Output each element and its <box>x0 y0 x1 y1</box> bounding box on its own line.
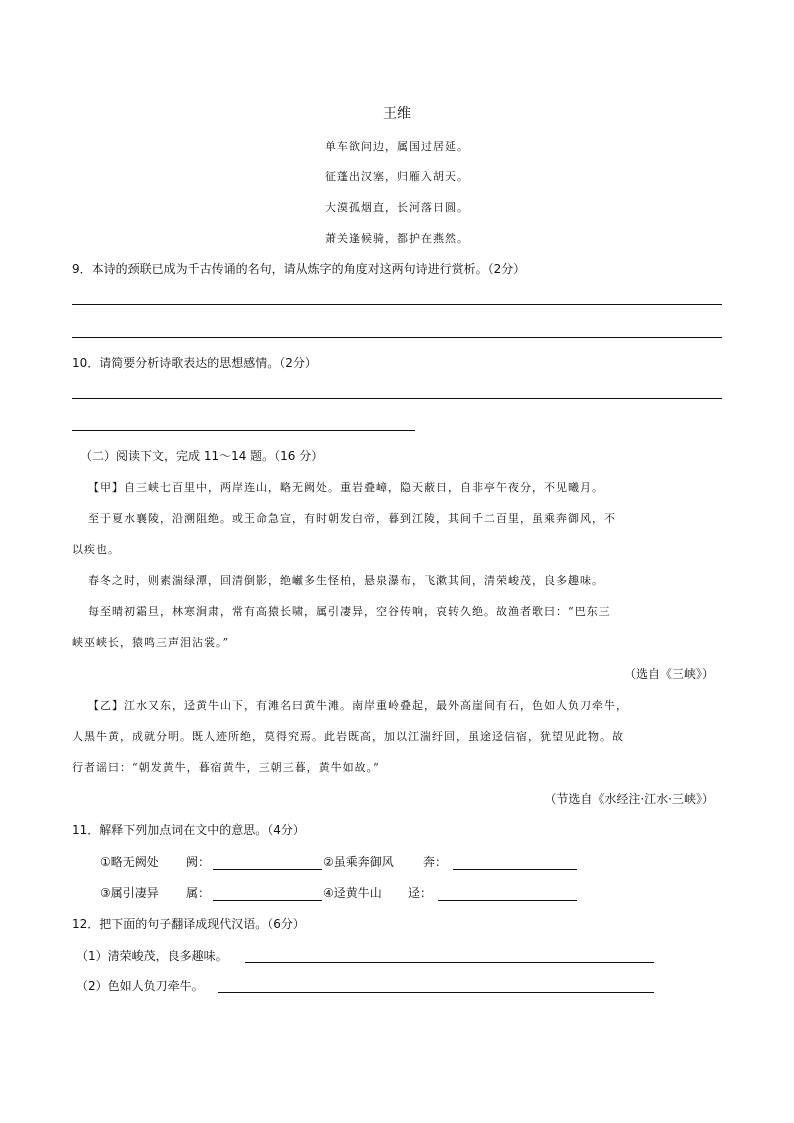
q11-item-word: 属： <box>186 886 211 900</box>
passage-jia-paragraph: 【甲】自三峡七百里中，两岸连山，略无阙处。重岩叠嶂，隐天蔽日，自非亭午夜分，不见曦月。 <box>88 481 604 494</box>
question-10: 10．请简要分析诗歌表达的思想感情。（2分） <box>72 356 317 370</box>
passage-yi-paragraph: 人黑牛黄，成就分明。既人迹所绝，莫得究焉。此岩既高，加以江湍纡回，虽途迳信宿，犹望见此物。故 <box>72 730 624 743</box>
answer-line[interactable] <box>72 304 722 305</box>
answer-line[interactable] <box>72 337 722 338</box>
passage-jia-source: （选自《三峡》） <box>623 667 714 681</box>
poem-line: 大漠孤烟直，长河落日圆。 <box>325 201 469 214</box>
passage-jia-paragraph: 以疾也。 <box>72 543 120 556</box>
poem-line: 萧关逢候骑，都护在燕然。 <box>325 232 469 245</box>
passage-jia-paragraph: 峡巫峡长，猿鸣三声泪沾裳。” <box>72 636 230 649</box>
answer-blank[interactable] <box>453 869 577 870</box>
q12-item: （1）清荣峻茂，良多趣味。 <box>76 949 228 963</box>
passage-jia-paragraph: 至于夏水襄陵，沿溯阻绝。或王命急宣，有时朝发白帝，暮到江陵，其间千二百里，虽乘奔御风，不 <box>88 512 616 525</box>
passage-yi-paragraph: 【乙】江水又东，迳黄牛山下，有滩名曰黄牛滩。南岸重岭叠起，最外高崖间有石，色如人负刀牵牛， <box>88 699 628 712</box>
answer-blank[interactable] <box>218 992 654 993</box>
q11-item-phrase: ③属引凄异 <box>100 886 159 900</box>
passage-yi-paragraph: 行者谣曰：“朝发黄牛，暮宿黄牛，三朝三暮，黄牛如故。” <box>72 761 380 774</box>
question-9: 9．本诗的颈联已成为千古传诵的名句，请从炼字的角度对这两句诗进行赏析。（2分） <box>72 262 526 276</box>
answer-blank[interactable] <box>213 869 322 870</box>
section-heading: （二）阅读下文，完成 11～14 题。（16 分） <box>80 449 324 463</box>
answer-blank[interactable] <box>245 962 654 963</box>
passage-yi-source: （节选自《水经注·江水·三峡》） <box>544 792 714 806</box>
answer-blank[interactable] <box>213 900 322 901</box>
q11-item-phrase: ④迳黄牛山 <box>323 886 382 900</box>
poem-author: 王维 <box>383 106 411 122</box>
answer-line[interactable] <box>72 398 722 399</box>
q11-item-phrase: ②虽乘奔御风 <box>323 855 394 869</box>
answer-line[interactable] <box>72 430 415 431</box>
answer-blank[interactable] <box>438 900 577 901</box>
question-12: 12．把下面的句子翻译成现代汉语。（6分） <box>72 917 305 931</box>
poem-line: 单车欲问边，属国过居延。 <box>325 140 469 153</box>
poem-line: 征蓬出汉塞，归雁入胡天。 <box>325 170 469 183</box>
q11-item-word: 迳： <box>408 886 433 900</box>
q12-item: （2）色如人负刀牵牛。 <box>76 979 204 993</box>
question-11: 11．解释下列加点词在文中的意思。（4分） <box>72 823 305 837</box>
passage-jia-paragraph: 春冬之时，则素湍绿潭，回清倒影，绝𪩘多生怪柏，悬泉瀑布，飞漱其间，清荣峻茂，良多趣味。 <box>88 574 604 587</box>
q11-item-word: 阙： <box>186 855 211 869</box>
q11-item-word: 奔： <box>423 855 448 869</box>
passage-jia-paragraph: 每至晴初霜旦，林寒涧肃，常有高猿长啸，属引凄异，空谷传响，哀转久绝。故渔者歌曰：“巴东三 <box>88 605 611 618</box>
q11-item-phrase: ①略无阙处 <box>100 855 159 869</box>
